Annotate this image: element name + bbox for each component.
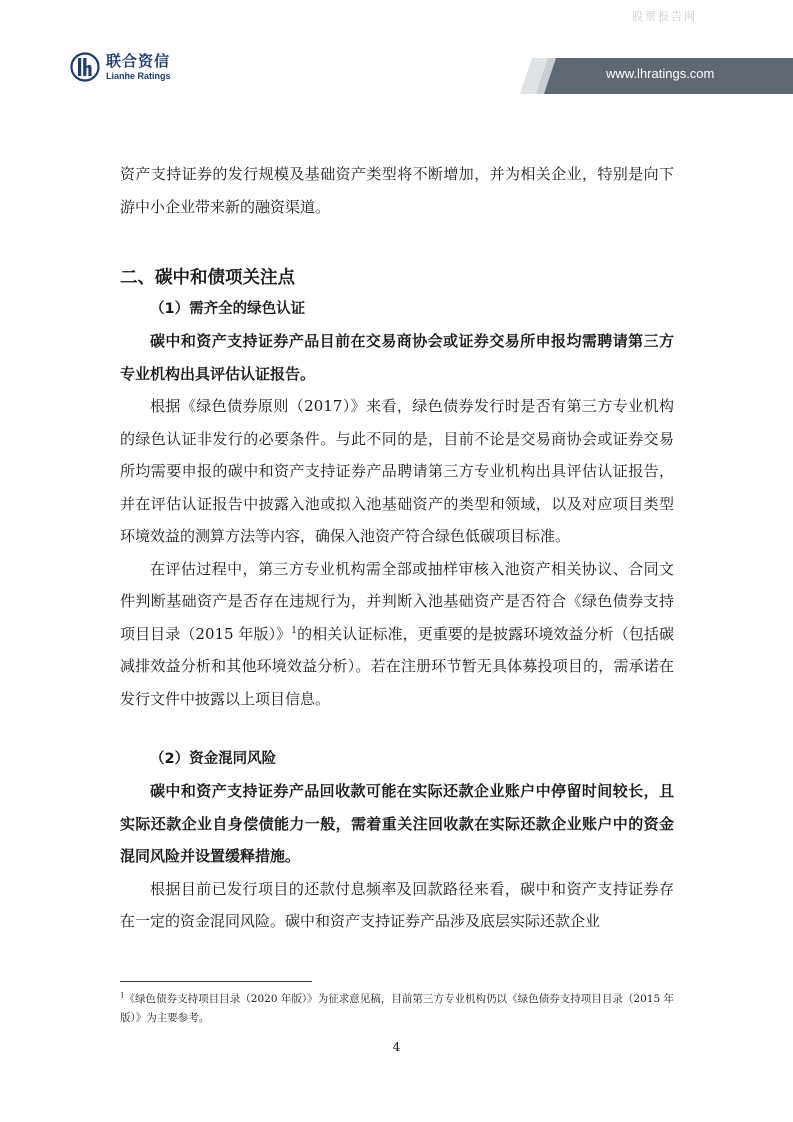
footnote-reference: 1 [291, 625, 297, 636]
footnote [120, 990, 674, 1028]
footnote-mark: 1 [120, 991, 125, 1000]
footnote-text: 《绿色债券支持项目目录（2020 年版）》为征求意见稿，目前第三方专业机构仍以《绿色债券支持项目目录（2015 年版）》为主要参考。 [120, 993, 674, 1024]
watermark-text: 股票报告网 [632, 10, 697, 23]
subsection-2-title: （2）资金混同风险 [150, 751, 277, 767]
paragraph-2-part-b: 的相关认证标准，更重要的是披露环境效益分析（包括碳减排效益分析和其他环境效益分析）。若在注册环节暂无具体募投项目的，需承诺在发行文件中披露以上项目信息。 [120, 624, 674, 708]
subsection-1-title: （1）需齐全的绿色认证 [150, 301, 306, 317]
logo-english-name: Lianhe Ratings [106, 70, 171, 81]
page-number: 4 [392, 1040, 401, 1054]
paragraph-2-part-a: 在评估过程中，第三方专业机构需全部或抽样审核入池资产相关协议、合同文件判断基础资产是否存在违规行为，并判断入池基础资产是否符合《绿色债券支持项目目录（2015 年版）》 [120, 559, 674, 643]
subsection-1-lead: 碳中和资产支持证券产品目前在交易商协会或证券交易所申报均需聘请第三方专业机构出具评估认证报告。 [120, 332, 674, 383]
website-url: www.lhratings.com [606, 66, 715, 81]
footnote-divider [120, 981, 312, 982]
subsection-2-paragraph-1: 根据目前已发行项目的还款付息频率及回款路径来看，碳中和资产支持证券存在一定的资金混同风险。碳中和资产支持证券产品涉及底层实际还款企业 [120, 879, 674, 930]
logo-chinese-name: 联合资信 [106, 51, 171, 70]
subsection-1-paragraph-1: 根据《绿色债券原则（2017）》来看，绿色债券发行时是否有第三方专业机构的绿色认证非发行的必要条件。与此不同的是，目前不论是交易商协会或证券交易所均需要申报的碳中和资产支持证券产品聘请第三方专业机构出具评估认证报告，并在评估认证报告中披露入池或拟入池基础资产的类型和领域，以及对应项目类型环境效益的测算方法等内容，确保入池资产符合绿色低碳项目标准。 [120, 397, 674, 545]
subsection-1-paragraph-2 [120, 553, 674, 716]
page-content [120, 158, 674, 938]
subsection-2-lead: 碳中和资产支持证券产品回收款可能在实际还款企业账户中停留时间较长，且实际还款企业自身偿债能力一般，需着重关注回收款在实际还款企业账户中的资金混同风险并设置缓释措施。 [120, 782, 674, 865]
section-title: 二、碳中和债项关注点 [120, 268, 295, 288]
intro-paragraph: 资产支持证券的发行规模及基础资产类型将不断增加，并为相关企业，特别是向下游中小企业带来新的融资渠道。 [120, 165, 674, 216]
